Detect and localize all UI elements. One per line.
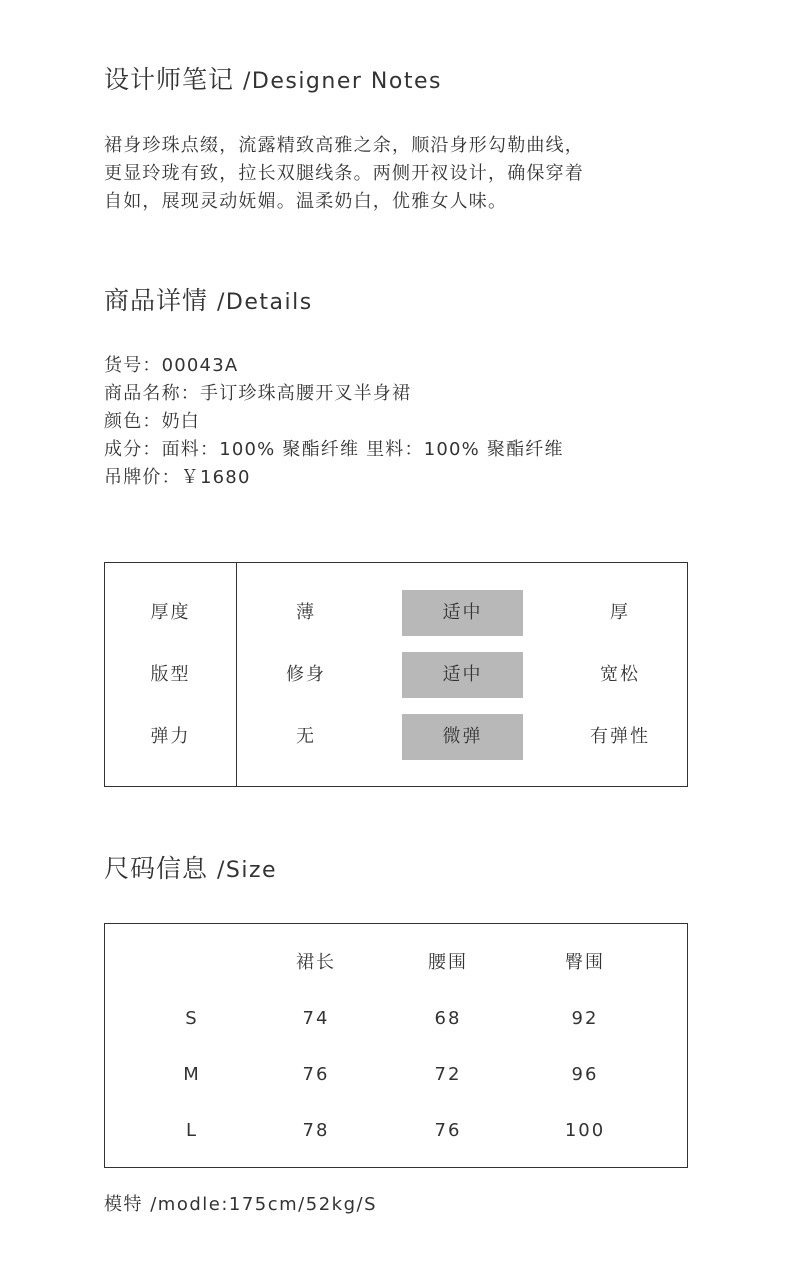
size-cell: 76 <box>434 1120 462 1141</box>
size-cell: 74 <box>302 1008 330 1029</box>
size-header-cell <box>152 948 232 978</box>
size-cell: M <box>183 1064 201 1085</box>
model-note: 模特 /modle:175cm/52kg/S <box>104 1194 377 1215</box>
size-header-cell: 腰围 <box>428 952 468 973</box>
designer-notes-line: 自如，展现灵动妩媚。温柔奶白，优雅女人味。 <box>104 191 508 212</box>
spec-option: 有弹性 <box>590 726 650 747</box>
detail-color: 颜色：奶白 <box>104 411 200 432</box>
spec-option: 修身 <box>286 664 326 685</box>
details-title-en: /Details <box>216 290 313 315</box>
spec-option-selected: 微弹 <box>402 714 523 760</box>
spec-option: 无 <box>296 726 316 747</box>
size-header-row <box>105 948 687 978</box>
designer-notes-text <box>104 132 704 216</box>
spec-option: 宽松 <box>600 664 640 685</box>
size-cell: L <box>185 1120 199 1141</box>
size-cell: 96 <box>571 1064 599 1085</box>
size-cell: 78 <box>302 1120 330 1141</box>
spec-row-thickness <box>105 590 687 636</box>
size-title <box>104 849 277 885</box>
designer-notes-title <box>104 60 442 96</box>
size-cell: 68 <box>434 1008 462 1029</box>
size-title-cn: 尺码信息 <box>104 854 209 883</box>
size-cell: 72 <box>434 1064 462 1085</box>
detail-composition: 成分：面料：100% 聚酯纤维 里料：100% 聚酯纤维 <box>104 439 564 460</box>
details-title-cn: 商品详情 <box>104 286 209 315</box>
spec-option-selected: 适中 <box>402 590 523 636</box>
size-table <box>104 923 688 1168</box>
designer-notes-line: 裙身珍珠点缀，流露精致高雅之余，顺沿身形勾勒曲线， <box>104 135 584 156</box>
spec-row-elasticity <box>105 714 687 760</box>
size-cell: 76 <box>302 1064 330 1085</box>
size-cell: 100 <box>564 1120 606 1141</box>
designer-notes-line: 更显玲珑有致，拉长双腿线条。两侧开衩设计，确保穿着 <box>104 163 584 184</box>
spec-label: 版型 <box>150 664 191 685</box>
size-row <box>105 1060 687 1090</box>
details-list <box>104 352 564 492</box>
spec-label: 厚度 <box>150 602 191 623</box>
detail-sku: 货号：00043A <box>104 355 239 376</box>
size-row <box>105 1004 687 1034</box>
size-header-cell: 臀围 <box>565 952 605 973</box>
spec-option-selected: 适中 <box>402 652 523 698</box>
size-row <box>105 1116 687 1146</box>
designer-notes-title-en: /Designer Notes <box>242 69 442 94</box>
size-title-en: /Size <box>216 858 278 883</box>
details-title <box>104 281 313 317</box>
spec-table <box>104 562 688 787</box>
designer-notes-title-cn: 设计师笔记 <box>104 65 235 94</box>
spec-label: 弹力 <box>150 726 191 747</box>
size-header-cell: 裙长 <box>296 952 336 973</box>
detail-tag-price: 吊牌价：￥1680 <box>104 467 251 488</box>
size-cell: S <box>185 1008 199 1029</box>
spec-option: 厚 <box>610 602 630 623</box>
spec-row-fit <box>105 652 687 698</box>
spec-option: 薄 <box>296 602 316 623</box>
size-cell: 92 <box>571 1008 599 1029</box>
detail-product-name: 商品名称：手订珍珠高腰开叉半身裙 <box>104 383 412 404</box>
